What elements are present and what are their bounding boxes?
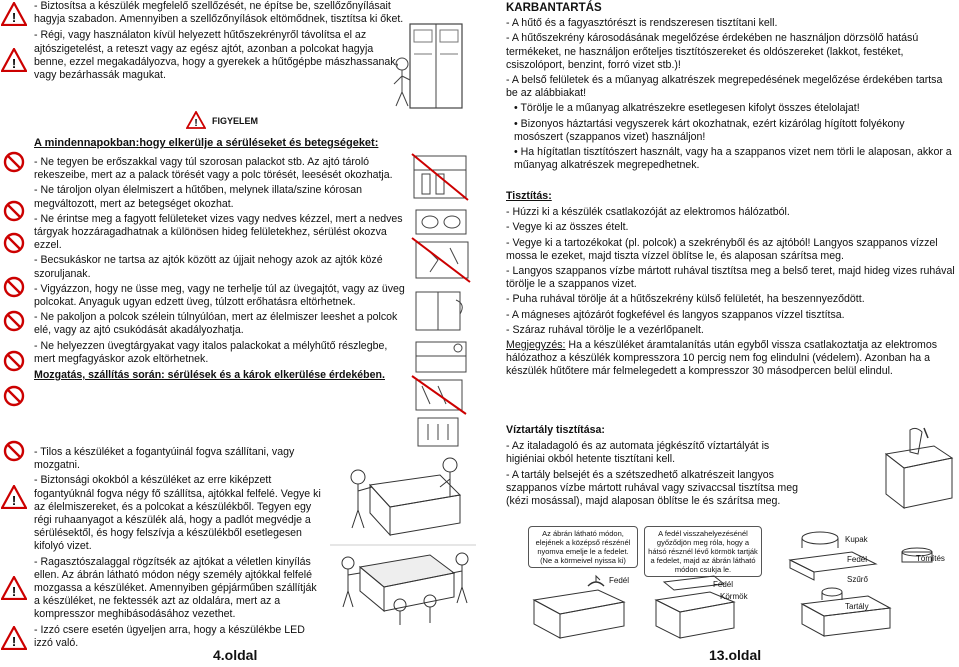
svg-text:!: ! bbox=[11, 56, 17, 71]
list-item: • Törölje le a műanyag alkatrészekre esetlegesen kifolyt összes ételolajat! bbox=[514, 102, 860, 115]
left-intro bbox=[34, 0, 406, 84]
cleaning-section bbox=[506, 190, 956, 381]
prohibited-icon bbox=[3, 440, 25, 462]
figyelem-label: FIGYELEM bbox=[212, 116, 259, 126]
list-item: - A mágneses ajtózárót fogkefével és langyos szappanos vízzel tisztítsa. bbox=[506, 308, 845, 321]
svg-text:!: ! bbox=[194, 118, 198, 129]
prohibited-icon bbox=[3, 232, 25, 254]
prohibited-icon bbox=[3, 200, 25, 222]
fridge-child-illustration bbox=[390, 20, 470, 112]
caption-close-lid: A fedél visszahelyezésénél győződjön meg róla, hogy a hátsó résznél lévő körmök tartják a fedelet, majd az ábrán látható módon csukja le. bbox=[644, 526, 762, 577]
label-szuro: Szűrő bbox=[847, 575, 868, 584]
transport-list bbox=[34, 446, 324, 652]
list-item: - Ne pakoljon a polcok szélein túlnyúlóan, mert az élelmiszer leeshet a polcok elé, vagy az ajtó csukódását akadályozhatja. bbox=[34, 311, 398, 337]
transport-illustration bbox=[330, 455, 476, 630]
svg-text:!: ! bbox=[11, 10, 17, 25]
right-page-number: 13.oldal bbox=[709, 647, 762, 663]
list-item: - Ne tegyen be erőszakkal vagy túl szorosan palackot stb. Az ajtó tároló rekeszeibe, mert az a palack törését vagy a polc törését, leesését okozhatja. bbox=[34, 156, 393, 182]
warning-icon bbox=[1, 576, 27, 600]
warning-icon bbox=[1, 2, 27, 26]
list-item: - Ragasztószalaggal rögzítsék az ajtókat a véletlen kinyílás ellen. Az ábrán látható módon négy személy ajtókkal felfelé mozgassa a készüléket. Amennyiben gépjárműben szállítják a készüléket, ne fektessék azt az oldalára, mert az a kompresszor meghibásodásához vezethet. bbox=[34, 555, 317, 621]
list-item: - Vigyázzon, hogy ne üsse meg, vagy ne terhelje túl az üvegajtót, vagy az üveg polcokat. Anyaguk ugyan edzett üveg, túlzott erőhatásra eltörhetnek. bbox=[34, 282, 405, 309]
everyday-list bbox=[34, 156, 410, 384]
svg-text:!: ! bbox=[11, 493, 17, 508]
list-item: - Száraz ruhával törölje le a vezérlőpanelt. bbox=[506, 323, 704, 336]
label-fedel-2: Fedél bbox=[713, 580, 734, 589]
list-item: - A tartály belsejét és a szétszedhető alkatrészeit langyos szappanos vízbe mártott ruhával vagy szivaccsal tisztítsa meg (kézi mosással), majd alaposan öblítse le és szárítsa meg. bbox=[506, 468, 799, 508]
list-item: - Vegye ki a tartozékokat (pl. polcok) a szekrényből és az ajtóból! Langyos szappanos vízzel mossa le ezeket, majd tiszta vízzel öblítse le, és alaposan szárítsa meg. bbox=[506, 236, 938, 262]
lid-close-illustration bbox=[650, 572, 768, 642]
prohibited-icon bbox=[3, 385, 25, 407]
label-fedel-3: Fedél bbox=[847, 555, 868, 564]
intro-paragraph-1: - Biztosítsa a készülék megfelelő szellőzését, ne építse be, szellőzőnyílásait hagyja szabadon. Amennyiben a szellőzőnyílások eltömődnek, tisztítsa ki őket. bbox=[34, 0, 404, 26]
note-text: Ha a készüléket áramtalanítás után egyből vissza csatlakoztatja az elektromos hálózathoz a készülék kompresszora 10 percig nem fog elindulni (védelem). Azonban ha a készülék hűtőtere már felmelegedett a kompresszor 30 másodpercen belül elindul. bbox=[506, 339, 938, 378]
list-item: - Húzzi ki a készülék csatlakozóját az elektromos hálózatból. bbox=[506, 206, 790, 219]
prohibited-icon bbox=[3, 350, 25, 372]
label-tartaly: Tartály bbox=[845, 602, 869, 611]
list-item: - A hűtőszekrény károsodásának megelőzése érdekében ne használjon dörzsölő hatású termékeket, ne használjon erőteljes tisztítószereket és oldószereket (lakkot, festéket, csiszolóport, benzint, forró vizet stb.)! bbox=[506, 32, 919, 71]
prohibited-icon bbox=[3, 310, 25, 332]
list-item: - Az italadagoló és az automata jégkészítő víztartályát is higiéniai okból hetente tisztítani kell. bbox=[506, 440, 770, 466]
note-paragraph bbox=[506, 339, 956, 379]
water-tank-illustration bbox=[880, 424, 958, 512]
label-kupak: Kupak bbox=[845, 535, 868, 544]
note-label: Megjegyzés: bbox=[506, 339, 566, 352]
cleaning-heading: Tisztítás: bbox=[506, 190, 552, 202]
left-page-number: 4.oldal bbox=[213, 647, 258, 663]
usage-illustrations bbox=[408, 150, 476, 450]
list-item: - A belső felületek és a műanyag alkatrészek megrepedésének megelőzése érdekében tartsa be az alábbiakat! bbox=[506, 74, 943, 100]
transport-heading: Mozgatás, szállítás során: sérülések és a károk elkerülése érdekében. bbox=[34, 369, 385, 382]
list-item: - Ne tároljon olyan élelmiszert a hűtőben, melynek illata/szine kórosan megváltozott, mert az betegséget okozhat. bbox=[34, 184, 362, 210]
water-tank-section bbox=[506, 424, 806, 510]
list-item: • Ha hígítatlan tisztítószert használt, vagy ha a szappanos vizet nem törli le alaposan, akkor a műanyag alkatrészek megrepedhetnek. bbox=[514, 146, 952, 172]
label-fedel: Fedél bbox=[609, 576, 630, 585]
svg-text:!: ! bbox=[11, 634, 17, 649]
caption-open-lid: Az ábrán látható módon, elejének a középső részénél nyomva emelje le a fedelet. (Ne a körmeivel nyissa ki) bbox=[528, 526, 638, 568]
label-kormok: Körmök bbox=[720, 592, 748, 601]
warning-icon bbox=[1, 485, 27, 509]
list-item: - Tilos a készüléket a fogantyúinál fogva szállítani, vagy mozgatni. bbox=[34, 446, 295, 472]
warning-icon bbox=[1, 48, 27, 72]
everyday-heading: A mindennapokban:hogy elkerülje a sérüléseket és betegségeket: bbox=[34, 137, 379, 149]
list-item: • Bizonyos háztartási vegyszerek kárt okozhatnak, ezért kizárólag hígított folyékony mosószert (szappanos vizet) használjon! bbox=[514, 117, 905, 143]
prohibited-icon bbox=[3, 151, 25, 173]
list-item: - Ne helyezzen üvegtárgyakat vagy italos palackokat a mélyhűtő részlegbe, mert megfagyáskor azok eltörhetnek. bbox=[34, 339, 388, 365]
label-tomites: Tömítés bbox=[916, 554, 945, 563]
list-item: - Langyos szappanos vízbe mártott ruhával tisztítsa meg a belső teret, majd hideg vizes ruhával törölje le a szappanos vizet. bbox=[506, 265, 955, 291]
warning-icon bbox=[1, 626, 27, 650]
list-item: - A hűtő és a fagyasztórészt is rendszeresen tisztítani kell. bbox=[506, 17, 778, 30]
svg-text:!: ! bbox=[11, 584, 17, 599]
list-item: - Becsukáskor ne tartsa az ajtók között az újjait nehogy azok az ajtók közé szoruljanak. bbox=[34, 254, 383, 280]
list-item: - Izzó csere esetén ügyeljen arra, hogy a készülékbe LED izzó való. bbox=[34, 623, 305, 649]
maintenance-title: KARBANTARTÁS bbox=[506, 2, 602, 14]
prohibited-icon bbox=[3, 276, 25, 298]
list-item: - Vegye ki az összes ételt. bbox=[506, 221, 629, 234]
intro-paragraph-2: - Régi, vagy használaton kívül helyezett hűtőszekrényről távolítsa el az ajtószigetelést, a reteszt vagy az egész ajtót, azonban a polcokat hagyja benne, ezzel megakadályozva, hogy a gyerekek a hűtőgépbe mászhassanak, vagy bezárhassák magukat. bbox=[34, 29, 399, 82]
list-item: - Puha ruhával törölje át a hűtőszekrény külső felületét, ha beszennyeződött. bbox=[506, 293, 865, 306]
water-tank-heading: Víztartály tisztítása: bbox=[506, 424, 605, 436]
list-item: - Biztonsági okokból a készüléket az erre kiképzett fogantyúknál fogva négy fő szállítsa, ajtókkal felfelé. Vegye ki az élelmiszereket, és a polcokat a készülékből. Tegyen egy régi ruhaanyagot a készülék alá, hogy a padlót megvédje a sérülésektől, és hogy felszívja a készülékből esetlegesen kifolyó vizet. bbox=[34, 474, 321, 553]
list-item: - Ne érintse meg a fagyott felületeket vizes vagy nedves kézzel, mert a nedves tárgyak hozzáragadhatnak a különösen hideg felületekhez, sérülést okozva ezzel. bbox=[34, 212, 403, 252]
maintenance-section bbox=[506, 2, 956, 174]
warning-icon bbox=[186, 111, 206, 129]
